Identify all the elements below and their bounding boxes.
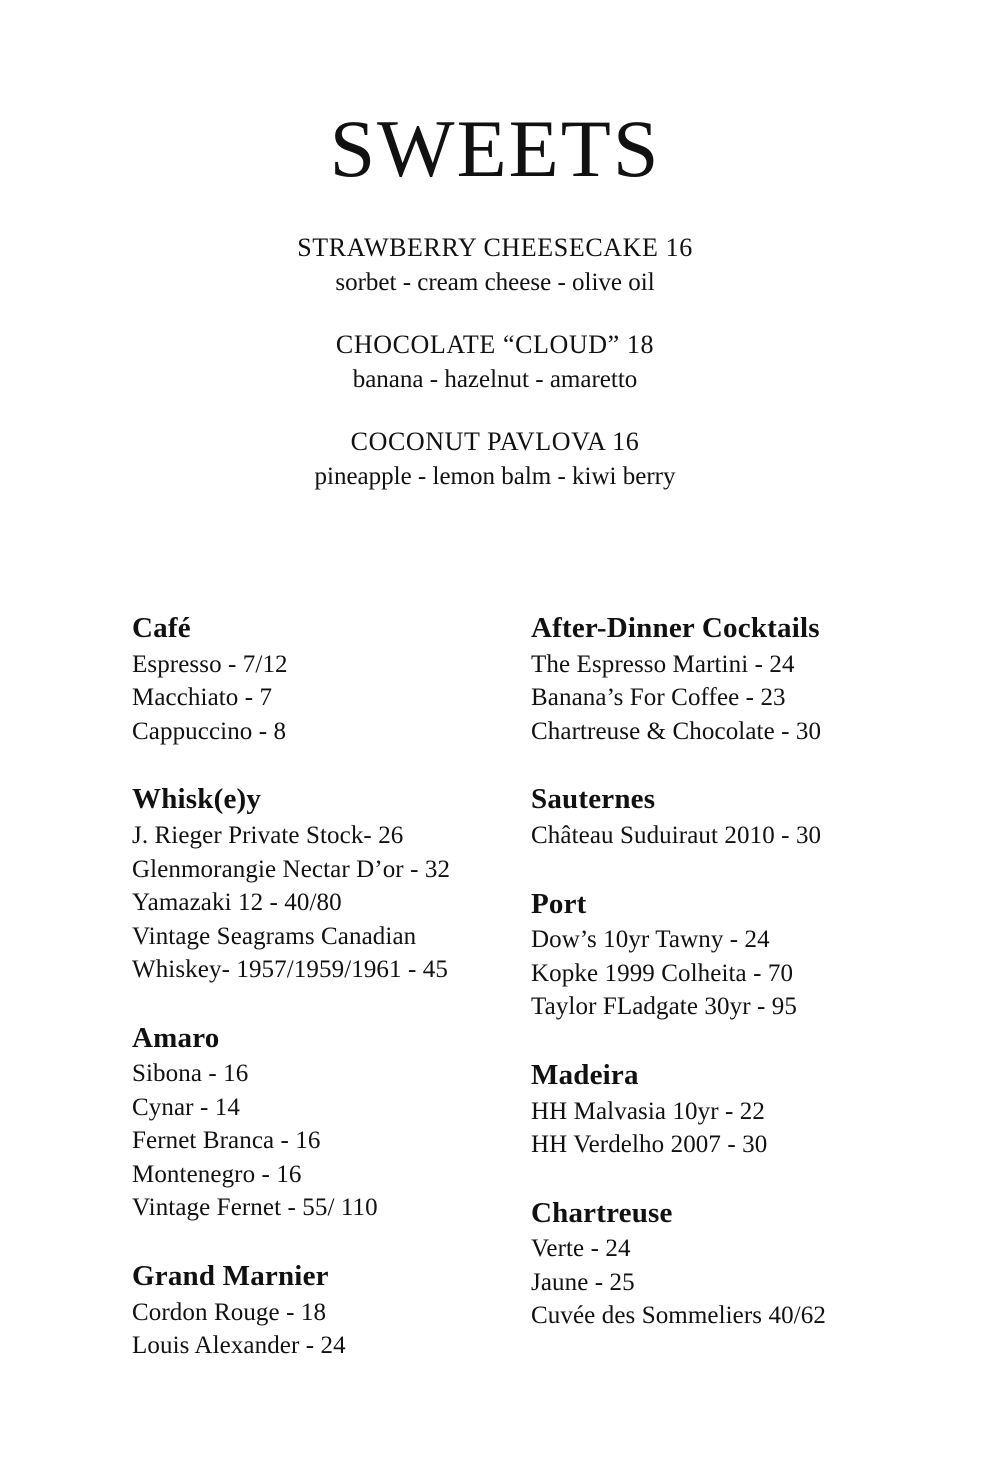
list-item: Macchiato - 7 [132,684,273,712]
list-item: Chartreuse & Chocolate - 30 [531,717,822,745]
section-title: Chartreuse [531,1196,673,1229]
section-title: Madeira [531,1058,639,1091]
section-title: Whisk(e)y [132,783,262,816]
list-item: Louis Alexander - 24 [132,1332,346,1360]
list-item: Jaune - 25 [531,1268,635,1296]
list-item: Château Suduiraut 2010 - 30 [531,822,822,850]
dessert-description: banana - hazelnut - amaretto [352,365,638,393]
dessert-item [0,426,990,493]
dessert-name: STRAWBERRY CHEESECAKE 16 [297,233,693,262]
list-item: Cappuccino - 8 [132,717,287,745]
list-item: Vintage Fernet - 55/ 110 [132,1194,378,1222]
list-item: Cordon Rouge - 18 [132,1298,327,1326]
list-item: J. Rieger Private Stock- 26 [132,822,404,850]
list-item: Banana’s For Coffee - 23 [531,684,786,712]
left-column [132,611,507,1363]
list-item: HH Malvasia 10yr - 22 [531,1097,765,1125]
menu-section-whiskey [132,782,507,986]
list-item: Cynar - 14 [132,1093,240,1121]
list-item: Glenmorangie Nectar D’or - 32 [132,855,451,883]
menu-section-port [531,887,882,1024]
list-item: Fernet Branca - 16 [132,1127,321,1155]
list-item: Whiskey- 1957/1959/1961 - 45 [132,956,448,984]
list-item: Espresso - 7/12 [132,650,288,678]
list-item: HH Verdelho 2007 - 30 [531,1131,768,1159]
list-item: Taylor FLadgate 30yr - 95 [531,993,797,1021]
menu-section-madeira [531,1058,882,1162]
menu-section-grand-marnier [132,1259,507,1363]
menu-section-chartreuse [531,1196,882,1333]
dessert-item [0,329,990,396]
menu-section-cafe [132,611,507,748]
section-title: Café [132,612,191,644]
page-title: SWEETS [329,103,661,194]
dessert-description: pineapple - lemon balm - kiwi berry [314,462,676,490]
dessert-item [0,232,990,299]
section-title: After-Dinner Cocktails [531,612,820,644]
dessert-name: CHOCOLATE “CLOUD” 18 [335,330,655,359]
section-title: Grand Marnier [132,1259,329,1292]
right-column [507,611,882,1363]
section-title: Sauternes [531,783,656,816]
list-item: Yamazaki 12 - 40/80 [132,889,342,917]
dessert-description: sorbet - cream cheese - olive oil [335,268,655,296]
menu-section-amaro [132,1021,507,1225]
desserts-section [0,232,990,493]
menu-section-sauternes [531,782,882,852]
menu-columns [0,611,990,1363]
menu-section-after-dinner-cocktails [531,611,882,748]
list-item: Verte - 24 [531,1235,631,1263]
list-item: Cuvée des Sommeliers 40/62 [531,1302,826,1330]
list-item: Kopke 1999 Colheita - 70 [531,959,794,987]
dessert-name: COCONUT PAVLOVA 16 [350,427,640,456]
section-title: Amaro [132,1021,220,1054]
list-item: Vintage Seagrams Canadian [132,922,417,950]
list-item: Sibona - 16 [132,1060,249,1088]
list-item: The Espresso Martini - 24 [531,650,795,678]
list-item: Dow’s 10yr Tawny - 24 [531,926,770,954]
section-title: Port [531,887,587,920]
list-item: Montenegro - 16 [132,1160,302,1188]
